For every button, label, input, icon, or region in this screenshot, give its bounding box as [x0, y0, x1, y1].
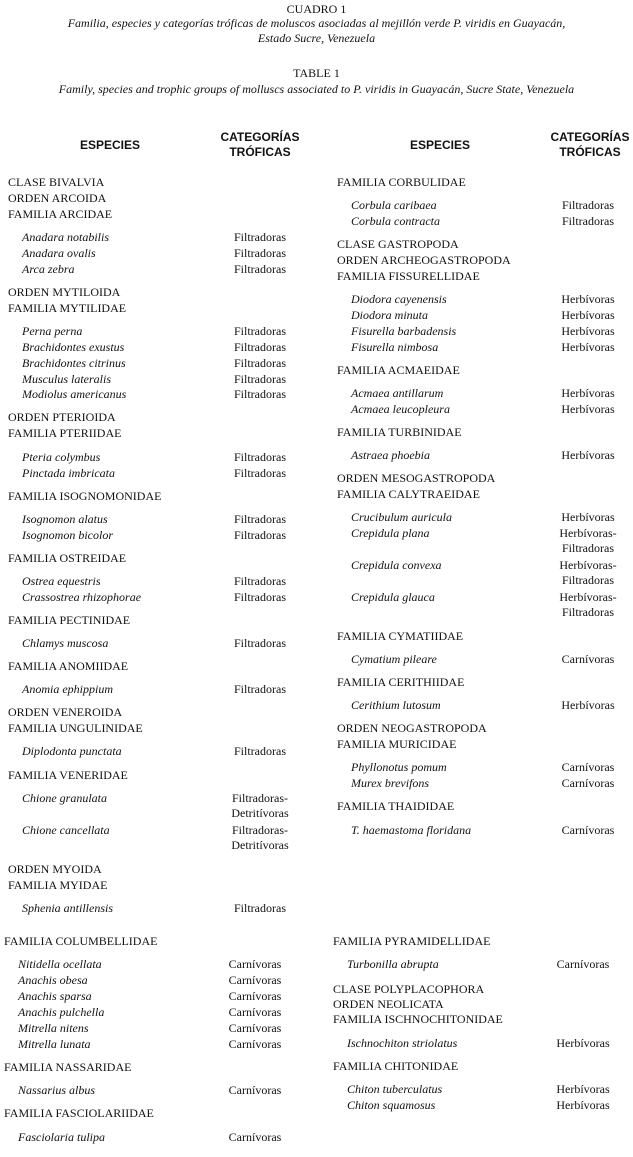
trophic-category: Herbívoras: [561, 698, 615, 712]
species-name: Modiolus americanus: [22, 387, 127, 401]
trophic-category: Carnívoras: [228, 973, 282, 987]
species-name: Cymatium pileare: [351, 652, 437, 666]
trophic-category: Herbívoras: [561, 308, 615, 322]
trophic-category-cont: Detritívoras: [231, 838, 289, 852]
header-categorias-line1: CATEGORÍAS: [550, 130, 630, 144]
trophic-category: Herbívoras-: [559, 526, 617, 540]
trophic-category: Filtradoras: [234, 246, 286, 260]
group-heading-label: ORDEN ARCOIDA: [8, 191, 107, 205]
group-heading-label: FAMILIA OSTREIDAE: [8, 551, 127, 565]
species-name: Anachis pulchella: [18, 1005, 105, 1019]
species-name: Mitrella lunata: [18, 1037, 91, 1051]
group-heading-label: ORDEN MYTILOIDA: [8, 285, 121, 299]
group-heading-label: ORDEN MESOGASTROPODA: [337, 471, 496, 485]
species-name: Mitrella nitens: [18, 1021, 89, 1035]
species-name: Chiton squamosus: [347, 1098, 436, 1112]
species-name: Fisurella nimbosa: [351, 340, 439, 354]
species-name: Ischnochiton striolatus: [347, 1036, 458, 1050]
trophic-category-cont: Filtradoras: [562, 605, 614, 619]
group-heading-label: FAMILIA PYRAMIDELLIDAE: [333, 934, 491, 948]
trophic-category: Filtradoras: [562, 214, 614, 228]
species-name: Anadara ovalis: [22, 246, 96, 260]
group-heading-label: FAMILIA MURICIDAE: [337, 737, 457, 751]
species-name: Isognomon bicolor: [22, 528, 113, 542]
trophic-category: Carnívoras: [556, 957, 610, 971]
species-name: Nitidella ocellata: [18, 957, 102, 971]
header-categorias-right: [525, 130, 633, 160]
trophic-category: Carnívoras: [228, 989, 282, 1003]
trophic-category: Filtradoras: [234, 901, 286, 915]
species-name: Crucibulum auricula: [351, 510, 452, 524]
species-name: Corbula caribaea: [351, 198, 437, 212]
species-name: Cerithium lutosum: [351, 698, 441, 712]
species-name: Anomia ephippium: [22, 682, 113, 696]
group-heading-label: CLASE GASTROPODA: [337, 237, 459, 251]
trophic-category: Carnívoras: [228, 957, 282, 971]
caption-es-line2: Estado Sucre, Venezuela: [257, 31, 376, 45]
group-heading-label: ORDEN NEOLICATA: [333, 997, 444, 1011]
trophic-category: Carnívoras: [228, 1130, 282, 1144]
group-heading-label: FAMILIA NASSARIDAE: [4, 1060, 132, 1074]
caption-cuadro: CUADRO 1: [286, 2, 347, 16]
trophic-category: Carnívoras: [561, 760, 615, 774]
trophic-category-cont: Detritívoras: [231, 806, 289, 820]
group-heading-label: FAMILIA COLUMBELLIDAE: [4, 934, 158, 948]
trophic-category: Herbívoras: [556, 1082, 610, 1096]
trophic-category: Filtradoras: [234, 324, 286, 338]
trophic-category: Herbívoras: [561, 386, 615, 400]
group-heading-label: ORDEN ARCHEOGASTROPODA: [337, 253, 511, 267]
trophic-category: Filtradoras: [234, 466, 286, 480]
header-categorias-left: [195, 130, 325, 160]
trophic-category: Filtradoras: [234, 340, 286, 354]
group-heading-label: ORDEN MYOIDA: [8, 862, 102, 876]
species-name: Crepidula plana: [351, 526, 430, 540]
caption-es-line1: Familia, especies y categorías tróficas de moluscos asociadas al mejillón verde P. viridis en Guayacán,: [67, 16, 566, 30]
species-name: Astraea phoebia: [351, 448, 430, 462]
trophic-category-cont: Filtradoras: [562, 541, 614, 555]
trophic-category: Herbívoras: [561, 292, 615, 306]
group-heading-label: ORDEN PTERIOIDA: [8, 410, 116, 424]
group-heading-label: FAMILIA MYTILIDAE: [8, 301, 127, 315]
group-heading-label: CLASE POLYPLACOPHORA: [333, 982, 485, 996]
trophic-category: Carnívoras: [228, 1005, 282, 1019]
species-name: Perna perna: [22, 324, 83, 338]
species-name: Murex brevifons: [351, 776, 430, 790]
species-name: T. haemastoma floridana: [351, 823, 472, 837]
trophic-category: Carnívoras: [561, 776, 615, 790]
trophic-category: Filtradoras: [234, 512, 286, 526]
trophic-category: Herbívoras: [561, 402, 615, 416]
species-name: Phyllonotus pomum: [351, 760, 447, 774]
group-heading-label: FAMILIA UNGULINIDAE: [8, 721, 143, 735]
group-heading-label: FAMILIA PECTINIDAE: [8, 613, 131, 627]
caption-table: TABLE 1: [293, 66, 340, 80]
header-categorias-line1: CATEGORÍAS: [220, 130, 300, 144]
species-name: Brachidontes citrinus: [22, 356, 126, 370]
trophic-category: Carnívoras: [228, 1037, 282, 1051]
trophic-category: Carnívoras: [228, 1083, 282, 1097]
species-name: Pinctada imbricata: [22, 466, 115, 480]
species-name: Crepidula convexa: [351, 558, 442, 572]
trophic-category: Filtradoras: [234, 230, 286, 244]
header-especies-left: ESPECIES: [79, 138, 141, 152]
header-categorias-line2: TRÓFICAS: [229, 145, 291, 159]
group-heading-label: FAMILIA FASCIOLARIIDAE: [4, 1106, 154, 1120]
trophic-category: Filtradoras: [234, 450, 286, 464]
trophic-category: Herbívoras: [561, 510, 615, 524]
group-heading-label: FAMILIA CYMATIIDAE: [337, 629, 464, 643]
species-name: Crepidula glauca: [351, 590, 435, 604]
species-name: Diodora cayenensis: [351, 292, 447, 306]
species-name: Turbonilla abrupta: [347, 957, 439, 971]
species-name: Anachis obesa: [18, 973, 88, 987]
trophic-category: Herbívoras: [556, 1098, 610, 1112]
species-name: Sphenia antillensis: [22, 901, 113, 915]
group-heading-label: FAMILIA ISCHNOCHITONIDAE: [333, 1012, 503, 1026]
header-especies-right: ESPECIES: [409, 138, 471, 152]
trophic-category: Herbívoras: [556, 1036, 610, 1050]
group-heading-label: FAMILIA ARCIDAE: [8, 207, 113, 221]
trophic-category: Herbívoras-: [559, 558, 617, 572]
group-heading-label: ORDEN VENEROIDA: [8, 705, 123, 719]
trophic-category: Herbívoras: [561, 340, 615, 354]
trophic-category: Filtradoras: [234, 636, 286, 650]
species-name: Chione granulata: [22, 791, 108, 805]
trophic-category-cont: Filtradoras: [562, 573, 614, 587]
group-heading-label: ORDEN NEOGASTROPODA: [337, 721, 487, 735]
species-name: Acmaea leucopleura: [351, 402, 450, 416]
species-name: Anachis sparsa: [18, 989, 92, 1003]
trophic-category: Filtradoras: [234, 744, 286, 758]
trophic-category: Carnívoras: [228, 1021, 282, 1035]
group-heading-label: FAMILIA ACMAEIDAE: [337, 363, 460, 377]
trophic-category: Carnívoras: [561, 823, 615, 837]
group-heading-label: FAMILIA ISOGNOMONIDAE: [8, 489, 162, 503]
trophic-category: Filtradoras: [234, 574, 286, 588]
trophic-category: Carnívoras: [561, 652, 615, 666]
species-name: Brachidontes exustus: [22, 340, 125, 354]
trophic-category: Filtradoras: [234, 590, 286, 604]
species-name: Fasciolaria tulipa: [18, 1130, 105, 1144]
species-name: Ostrea equestris: [22, 574, 101, 588]
trophic-category: Filtradoras: [234, 387, 286, 401]
species-name: Diplodonta punctata: [22, 744, 122, 758]
group-heading-label: FAMILIA TURBINIDAE: [337, 425, 462, 439]
trophic-category: Herbívoras: [561, 448, 615, 462]
trophic-category: Filtradoras: [234, 372, 286, 386]
caption-en-line1: Family, species and trophic groups of molluscs associated to P. viridis in Guayacán, Sucre State, Venezuela: [58, 82, 575, 96]
group-heading-label: FAMILIA CERITHIIDAE: [337, 675, 465, 689]
header-categorias-line2: TRÓFICAS: [559, 145, 621, 159]
group-heading-label: FAMILIA FISSURELLIDAE: [337, 269, 480, 283]
group-heading-label: FAMILIA CORBULIDAE: [337, 175, 466, 189]
trophic-category: Filtradoras: [234, 356, 286, 370]
group-heading-label: FAMILIA ANOMIIDAE: [8, 659, 129, 673]
trophic-category: Filtradoras: [234, 528, 286, 542]
group-heading-label: FAMILIA MYIDAE: [8, 878, 108, 892]
species-name: Arca zebra: [22, 262, 75, 276]
species-name: Isognomon alatus: [22, 512, 108, 526]
trophic-category: Filtradoras: [234, 682, 286, 696]
trophic-category: Filtradoras-: [232, 791, 288, 805]
species-name: Crassostrea rhizophorae: [22, 590, 142, 604]
group-heading-label: FAMILIA VENERIDAE: [8, 768, 128, 782]
species-name: Diodora minuta: [351, 308, 429, 322]
group-heading-label: FAMILIA CHITONIDAE: [333, 1059, 459, 1073]
trophic-category: Herbívoras: [561, 324, 615, 338]
group-heading-label: FAMILIA PTERIIDAE: [8, 426, 122, 440]
trophic-category: Filtradoras: [562, 198, 614, 212]
species-name: Musculus lateralis: [22, 372, 111, 386]
species-name: Anadara notabilis: [22, 230, 110, 244]
trophic-category: Filtradoras-: [232, 823, 288, 837]
species-name: Acmaea antillarum: [351, 386, 444, 400]
species-name: Chione cancellata: [22, 823, 110, 837]
species-name: Fisurella barbadensis: [351, 324, 457, 338]
group-heading-label: CLASE BIVALVIA: [8, 175, 105, 189]
trophic-category: Filtradoras: [234, 262, 286, 276]
species-name: Chlamys muscosa: [22, 636, 109, 650]
species-name: Chiton tuberculatus: [347, 1082, 443, 1096]
species-name: Nassarius albus: [18, 1083, 96, 1097]
group-heading-label: FAMILIA CALYTRAEIDAE: [337, 487, 480, 501]
trophic-category: Herbívoras-: [559, 590, 617, 604]
species-name: Corbula contracta: [351, 214, 440, 228]
species-name: Pteria colymbus: [22, 450, 101, 464]
group-heading-label: FAMILIA THAIDIDAE: [337, 799, 455, 813]
